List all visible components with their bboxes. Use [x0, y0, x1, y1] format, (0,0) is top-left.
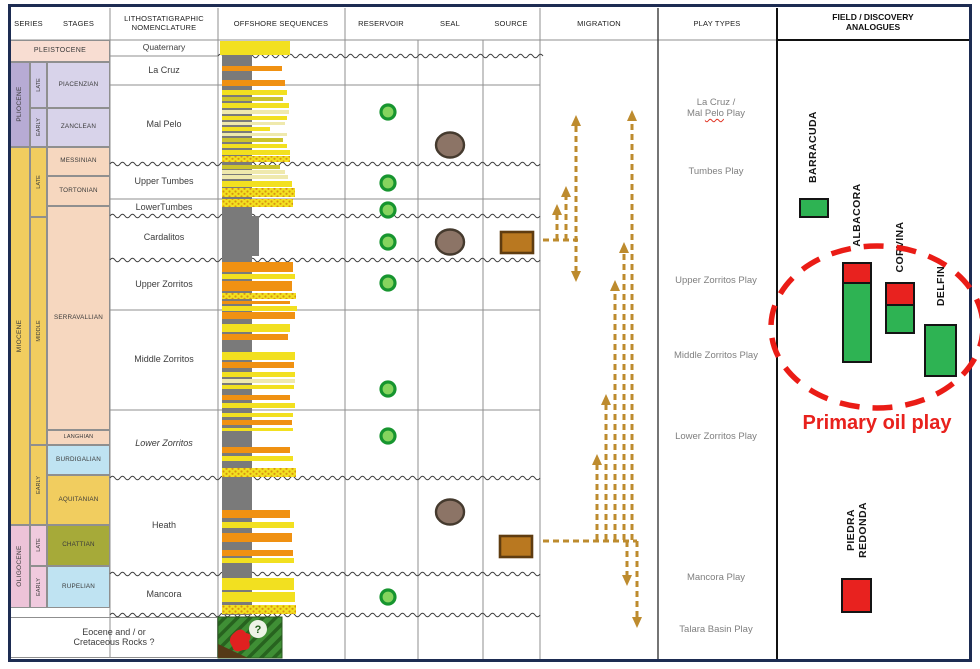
- source-markers: [500, 232, 533, 557]
- stage-serravallian: SERRAVALLIAN: [53, 314, 104, 322]
- series-pleistocene: PLEISTOCENE: [33, 46, 87, 54]
- seal-marker: [436, 500, 464, 525]
- play-tumbes: Tumbes Play: [688, 165, 744, 177]
- litho-basement: [24, 624, 204, 650]
- seal-marker: [436, 133, 464, 158]
- litho-lower-zorritos: Lower Zorritos: [135, 437, 193, 448]
- field-barracuda: BARRACUDA: [806, 111, 819, 183]
- field-bars: [800, 199, 956, 612]
- play-la-cruz-line2: [687, 109, 745, 120]
- litho-upper-zorritos: Upper Zorritos: [135, 278, 193, 289]
- reservoir-marker: [381, 276, 395, 290]
- sub-epoch-early-pliocene: EARLY: [35, 118, 42, 136]
- header-field-line2: ANALOGUES: [845, 22, 901, 32]
- unconformity-lines: [110, 54, 543, 617]
- reservoir-marker: [381, 590, 395, 604]
- litho-quaternary: Quaternary: [142, 42, 186, 53]
- field-piedra-redonda: [844, 490, 870, 570]
- basement-block: [218, 617, 282, 658]
- reservoir-marker: [381, 203, 395, 217]
- lithology-column: [218, 41, 297, 658]
- stage-aquitanian: AQUITANIAN: [58, 496, 99, 504]
- stage-burdigalian: BURDIGALIAN: [56, 456, 101, 464]
- stage-chattian: CHATTIAN: [62, 541, 95, 549]
- corvina-gas-bar: [886, 305, 914, 333]
- reservoir-markers: [381, 105, 395, 604]
- litho-middle-zorritos: Middle Zorritos: [134, 353, 194, 364]
- piedra-redonda-oil-bar: [842, 579, 871, 612]
- field-delfin: DELFIN: [934, 265, 947, 307]
- litho-basement-line1: Eocene and / or: [82, 626, 146, 637]
- stage-langhian: LANGHIAN: [63, 433, 94, 440]
- seal-markers: [436, 133, 464, 525]
- header-offshore-sequences: OFFSHORE SEQUENCES: [233, 18, 329, 28]
- litho-basement-line2: Cretaceous Rocks ?: [73, 637, 155, 647]
- sub-epoch-late-pliocene: LATE: [35, 78, 42, 92]
- litho-mancora: Mancora: [146, 588, 182, 599]
- litho-cardalitos: Cardalitos: [143, 231, 185, 242]
- albacora-oil-bar: [843, 263, 871, 283]
- header-field-line1: FIELD / DISCOVERY: [832, 12, 914, 23]
- albacora-gas-bar: [843, 283, 871, 362]
- header-reservoir: RESERVOIR: [358, 18, 404, 28]
- play-la-cruz-mal-pelo: [646, 95, 786, 123]
- header-play-types: PLAY TYPES: [693, 18, 741, 28]
- reservoir-marker: [381, 429, 395, 443]
- series-miocene: MIOCENE: [16, 319, 24, 353]
- series-oligocene: OLIGOCENE: [16, 545, 24, 587]
- play-lower-zorritos: Lower Zorritos Play: [675, 430, 757, 442]
- series-pliocene: PLIOCENE: [16, 86, 24, 122]
- source-marker: [501, 232, 533, 253]
- basement-question-mark: ?: [254, 624, 262, 636]
- reservoir-marker: [381, 382, 395, 396]
- field-piedra-line1: PIEDRA: [844, 508, 857, 552]
- source-marker: [500, 536, 532, 557]
- migration-arrows: [543, 120, 637, 618]
- litho-upper-tumbes: Upper Tumbes: [134, 175, 194, 186]
- play-middle-zorritos: Middle Zorritos Play: [674, 349, 758, 361]
- play-mal-pelo-word: Pelo: [704, 108, 724, 119]
- header-stages: STAGES: [62, 18, 95, 28]
- delfin-gas-bar: [925, 325, 956, 376]
- sub-epoch-late-oligocene: LATE: [35, 538, 42, 552]
- header-litho-line2: NOMENCLATURE: [131, 23, 197, 32]
- stage-rupelian: RUPELIAN: [61, 583, 96, 591]
- header-litho-line1: LITHOSTATIGRAPHIC: [124, 14, 204, 24]
- header-field-discovery-analogues: [788, 8, 958, 38]
- play-mal-pelo-pre: Mal: [686, 108, 705, 119]
- sub-epoch-early-oligocene: EARLY: [35, 578, 42, 596]
- reservoir-marker: [381, 235, 395, 249]
- primary-oil-play-annotation: Primary oil play: [802, 411, 952, 434]
- play-la-cruz-line1: La Cruz /: [696, 97, 736, 109]
- litho-mal-pelo: Mal Pelo: [146, 118, 182, 129]
- field-albacora: ALBACORA: [850, 183, 863, 247]
- play-upper-zorritos: Upper Zorritos Play: [675, 274, 757, 286]
- sub-epoch-late-miocene: LATE: [35, 175, 42, 189]
- stage-tortonian: TORTONIAN: [59, 187, 98, 195]
- play-talara-basin: Talara Basin Play: [679, 623, 753, 635]
- header-series: SERIES: [14, 18, 43, 28]
- litho-lower-tumbes: LowerTumbes: [135, 201, 193, 212]
- header-source: SOURCE: [494, 18, 528, 28]
- migration-arrowheads: [552, 110, 642, 628]
- header-migration: MIGRATION: [577, 18, 621, 28]
- barracuda-gas-bar: [800, 199, 828, 217]
- stage-messinian: MESSINIAN: [60, 157, 97, 165]
- reservoir-marker: [381, 105, 395, 119]
- sub-epoch-early-miocene: EARLY: [35, 476, 42, 494]
- field-piedra-line2: REDONDA: [857, 502, 869, 558]
- seal-marker: [436, 230, 464, 255]
- header-lithostratigraphic-nomenclature: [112, 10, 216, 38]
- sub-epoch-middle-miocene: MIDDLE: [35, 320, 42, 342]
- play-mancora: Mancora Play: [686, 571, 746, 583]
- reservoir-marker: [381, 176, 395, 190]
- field-corvina: CORVINA: [893, 221, 906, 273]
- header-seal: SEAL: [440, 18, 460, 28]
- litho-la-cruz: La Cruz: [148, 64, 180, 75]
- stage-zanclean: ZANCLEAN: [60, 123, 97, 131]
- play-mal-pelo-post: Play: [723, 108, 746, 119]
- litho-heath: Heath: [151, 519, 177, 530]
- stage-piacenzian: PIACENZIAN: [58, 81, 99, 89]
